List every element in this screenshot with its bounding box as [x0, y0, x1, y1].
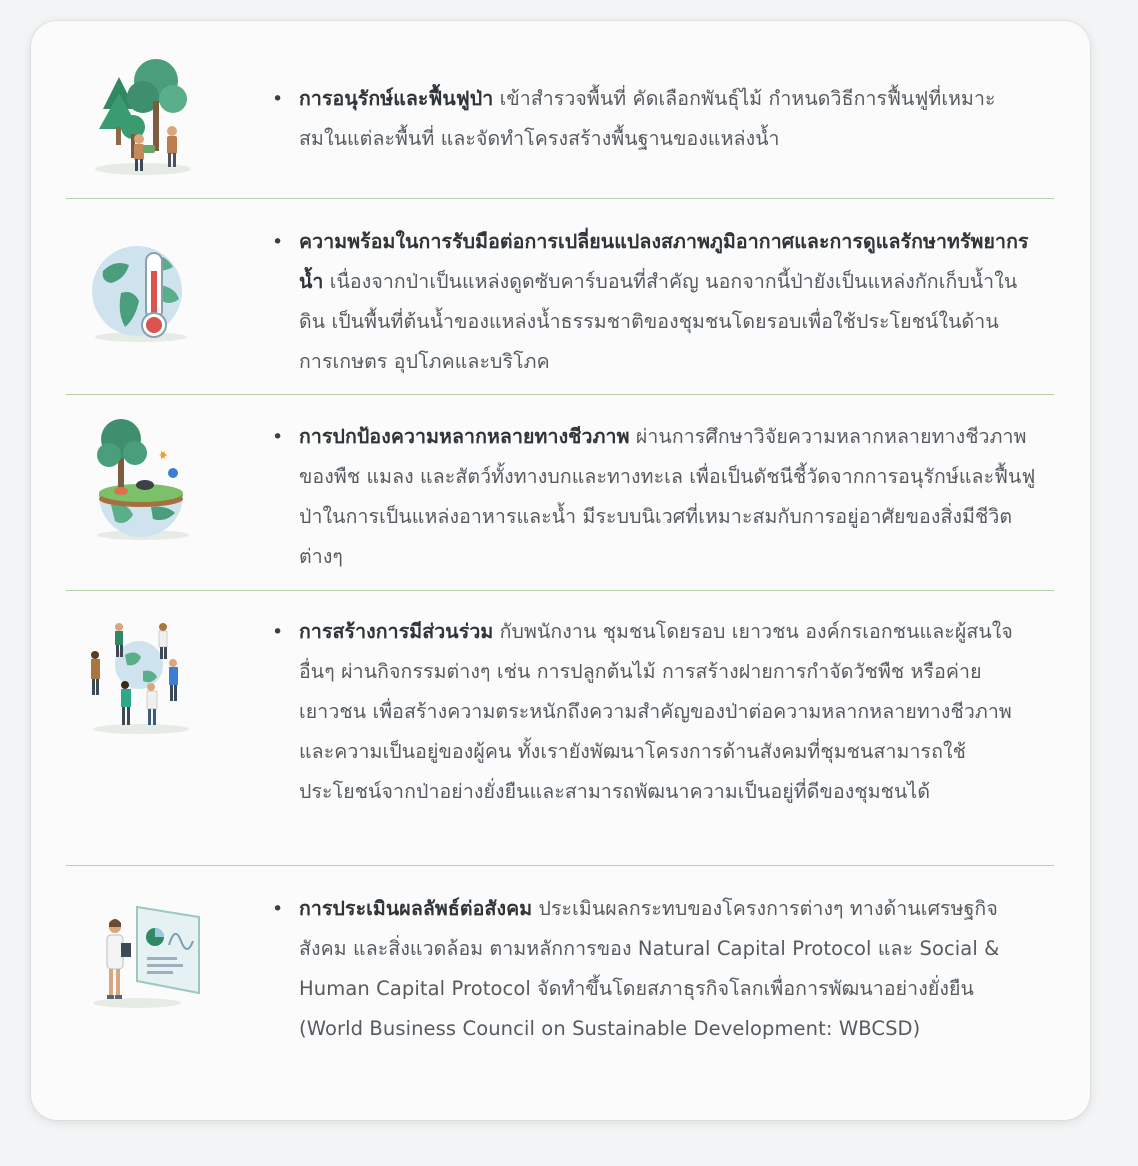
forest-restoration-icon [81, 49, 201, 189]
list-item [272, 889, 1039, 1049]
item-body: ประเมินผลกระทบของโครงการต่างๆ ทางด้านเศรษฐกิจ สังคม และสิ่งแวดล้อม ตามหลักการของ Natural Capital Protocol และ Social & Human Capital Protocol จัดทำขึ้นโดยสภาธุรกิจโลกเพื่อการพัฒนาอย่างยั่งยืน (World Business Council on Sustainable Development: WBCSD) [299, 897, 1000, 1040]
divider [66, 198, 1054, 199]
biodiversity-globe-icon [81, 415, 201, 555]
item-title: การสร้างการมีส่วนร่วม [299, 620, 494, 643]
climate-thermometer-globe-icon [81, 241, 201, 381]
item-title: การอนุรักษ์และฟื้นฟูป่า [299, 87, 494, 110]
list-item [272, 417, 1039, 577]
item-body: กับพนักงาน ชุมชนโดยรอบ เยาวชน องค์กรเอกชนและผู้สนใจอื่นๆ ผ่านกิจกรรมต่างๆ เช่น การปลูกต้นไม้ การสร้างฝายการกำจัดวัชพืช หรือค่ายเยาวชน เพื่อสร้างความตระหนักถึงความสำคัญของป่าต่อความหลากหลายทางชีวภาพและความเป็นอยู่ของผู้คน ทั้งเรายังพัฒนาโครงการด้านสังคมที่ชุมชนสามารถใช้ประโยชน์จากป่าอย่างยั่งยืนและสามารถพัฒนาความเป็นอยู่ที่ดีของชุมชนได้ [299, 620, 1013, 803]
bullet-icon: • [272, 621, 284, 643]
list-item [272, 222, 1039, 382]
content-card [31, 21, 1090, 1120]
divider [66, 865, 1054, 866]
bullet-icon: • [272, 898, 284, 920]
item-title: การประเมินผลลัพธ์ต่อสังคม [299, 897, 533, 920]
bullet-icon: • [272, 426, 284, 448]
list-item [272, 612, 1039, 812]
item-title: ความพร้อมในการรับมือต่อการเปลี่ยนแปลงสภาพภูมิอากาศและการดูแลรักษาทรัพยากรน้ำ [299, 230, 1029, 293]
list-item [272, 79, 1039, 159]
item-body: เนื่องจากป่าเป็นแหล่งดูดซับคาร์บอนที่สำคัญ นอกจากนี้ป่ายังเป็นแหล่งกักเก็บน้ำในดิน เป็นพื้นที่ต้นน้ำของแหล่งน้ำธรรมชาติของชุมชนโดยรอบเพื่อใช้ประโยชน์ในด้านการเกษตร อุปโภคและบริโภค [299, 270, 1018, 373]
bullet-icon: • [272, 231, 284, 253]
item-body: เข้าสำรวจพื้นที่ คัดเลือกพันธุ์ไม้ กำหนดวิธีการฟื้นฟูที่เหมาะสมในแต่ละพื้นที่ และจัดทำโครงสร้างพื้นฐานของแหล่งน้ำ [299, 87, 996, 150]
bullet-icon: • [272, 88, 284, 110]
community-participation-icon [81, 619, 201, 759]
impact-assessment-presentation-icon [81, 901, 201, 1041]
item-body: ผ่านการศึกษาวิจัยความหลากหลายทางชีวภาพของพืช แมลง และสัตว์ทั้งทางบกและทางทะเล เพื่อเป็นดัชนีชี้วัดจากการอนุรักษ์และฟื้นฟูป่าในการเป็นแหล่งอาหารและน้ำ มีระบบนิเวศที่เหมาะสมกับการอยู่อาศัยของสิ่งมีชีวิตต่างๆ [299, 425, 1036, 568]
divider [66, 394, 1054, 395]
item-title: การปกป้องความหลากหลายทางชีวภาพ [299, 425, 630, 448]
divider [66, 590, 1054, 591]
